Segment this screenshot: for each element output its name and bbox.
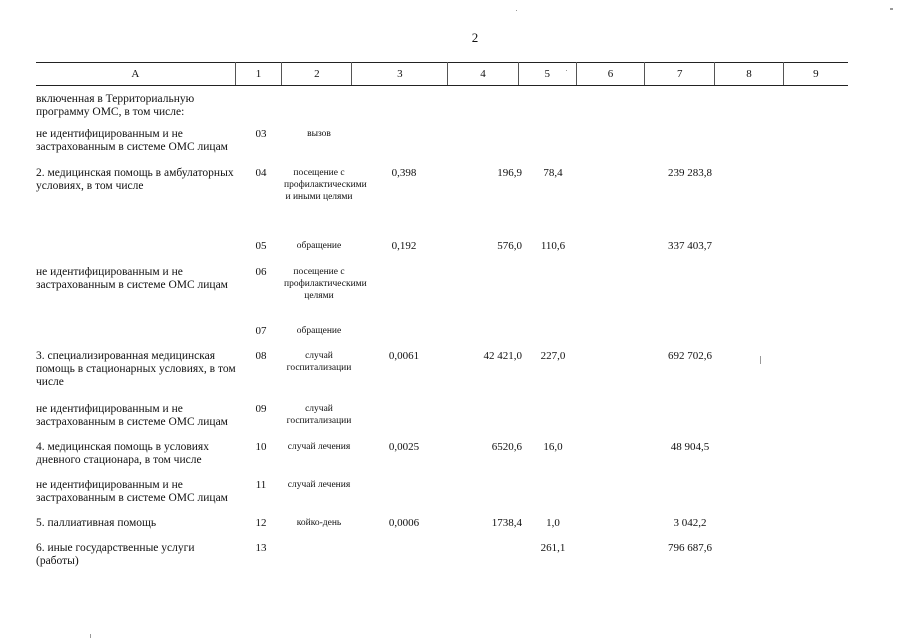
row-label: 5. паллиативная помощь (36, 517, 157, 529)
row-unit: обращение (296, 241, 342, 251)
row-label: 2. медицинская помощь в амбулаторных условиях, в том числе (36, 167, 234, 192)
row-unit: случай лечения (287, 442, 351, 452)
row-value-3: 0,0025 (388, 441, 420, 453)
row-value-5: 1,0 (546, 517, 560, 529)
row-code: 03 (255, 128, 267, 140)
header-col-2: 2 (282, 63, 352, 86)
row-code: 12 (255, 517, 267, 529)
row-value-3: 0,0006 (388, 517, 420, 529)
row-value-7: 48 904,5 (670, 441, 710, 453)
row-code: 05 (255, 240, 267, 252)
row-unit: посещение с профилактическими и иными целями (284, 168, 367, 202)
row-label: не идентифицированным и не застрахованным в системе ОМС лицам (36, 266, 228, 291)
header-col-8: 8 (715, 63, 783, 86)
scan-speck (566, 70, 567, 71)
row-value-5: 261,1 (540, 542, 566, 554)
row-value-4: 42 421,0 (483, 350, 522, 362)
scan-speck (890, 8, 893, 10)
row-value-3: 0,192 (391, 240, 417, 252)
row-unit: случай лечения (287, 480, 351, 490)
row-label: 4. медицинская помощь в условиях дневного стационара, в том числе (36, 441, 209, 466)
header-col-3: 3 (352, 63, 448, 86)
row-value-7: 796 687,6 (668, 542, 712, 554)
row-code: 11 (255, 479, 267, 491)
row-label: не идентифицированным и не застрахованным в системе ОМС лицам (36, 479, 228, 504)
header-col-a: A (36, 63, 235, 86)
scan-speck (760, 356, 761, 364)
scan-speck (516, 10, 517, 11)
row-value-4: 1738,4 (491, 517, 522, 529)
row-value-3: 0,0061 (388, 350, 420, 362)
row-value-5: 110,6 (540, 240, 566, 252)
row-label: 6. иные государственные услуги (работы) (36, 542, 195, 567)
row-code: 07 (255, 325, 267, 337)
row-value-7: 239 283,8 (668, 167, 712, 179)
row-label: не идентифицированным и не застрахованным в системе ОМС лицам (36, 403, 228, 428)
row-value-4: 576,0 (497, 240, 522, 252)
row-unit: случай госпитализации (286, 404, 352, 426)
row-unit: обращение (296, 326, 342, 336)
row-value-4: 6520,6 (491, 441, 522, 453)
page-number: 2 (471, 30, 479, 45)
row-unit: койко-день (296, 518, 342, 528)
row-code: 13 (255, 542, 267, 554)
row-unit: посещение с профилактическими целями (284, 267, 367, 301)
header-col-6: 6 (576, 63, 644, 86)
row-code: 08 (255, 350, 267, 362)
header-col-5: 5 (518, 63, 576, 86)
row-value-7: 3 042,2 (673, 517, 707, 529)
header-col-4: 4 (448, 63, 518, 86)
row-code: 10 (255, 441, 267, 453)
row-label: не идентифицированным и не застрахованным в системе ОМС лицам (36, 128, 228, 153)
row-value-7: 337 403,7 (668, 240, 712, 252)
row-label: 3. специализированная медицинская помощь в стационарных условиях, в том числе (36, 350, 236, 388)
row-value-7: 692 702,6 (668, 350, 712, 362)
row-value-4: 196,9 (497, 167, 522, 179)
row-code: 04 (255, 167, 267, 179)
row-value-5: 78,4 (543, 167, 563, 179)
header-col-1: 1 (235, 63, 282, 86)
row-code: 09 (255, 403, 267, 415)
row-value-5: 16,0 (543, 441, 563, 453)
table-header (36, 62, 848, 86)
row-value-3: 0,398 (391, 167, 417, 179)
row-code: 06 (255, 266, 267, 278)
row-unit: случай госпитализации (286, 351, 352, 373)
row-label: включенная в Территориальную программу ОМС, в том числе: (36, 93, 195, 118)
row-unit: вызов (307, 129, 331, 139)
header-col-9: 9 (783, 63, 848, 86)
scan-speck (90, 634, 91, 638)
row-value-5: 227,0 (540, 350, 566, 362)
header-col-7: 7 (645, 63, 715, 86)
